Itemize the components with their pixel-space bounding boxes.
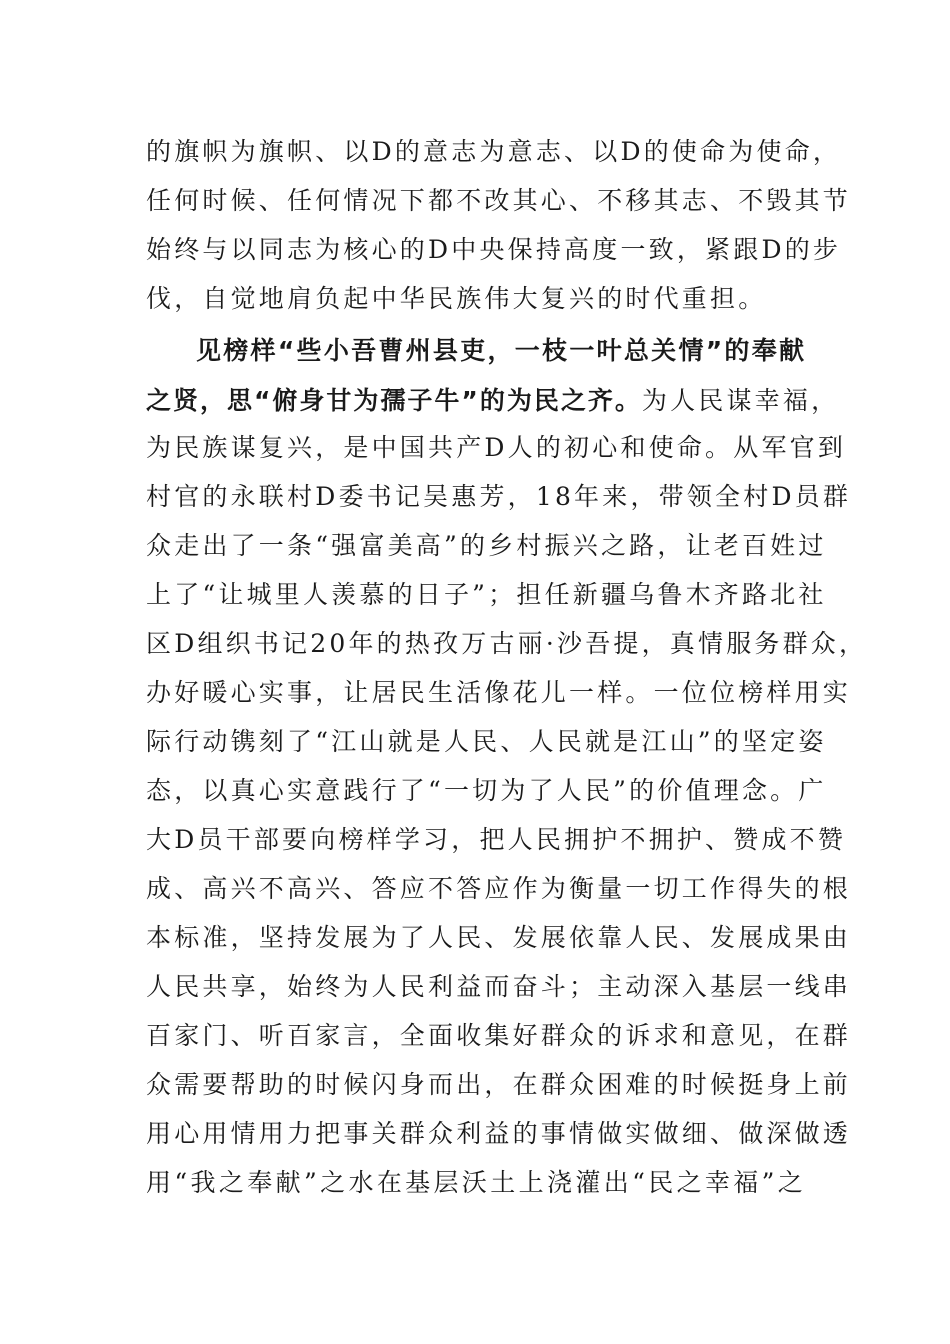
- text-line: 的旗帜为旗帜、以D的意志为意志、以D的使命为使命，: [146, 137, 842, 166]
- section-heading-continuation: 之贤，思“俯身甘为孺子牛”的为民之齐。: [146, 386, 642, 415]
- text-line: [146, 381, 840, 421]
- text-line: 际行动镌刻了“江山就是人民、人民就是江山”的坚定姿: [146, 727, 827, 756]
- text-line: 本标准，坚持发展为了人民、发展依靠人民、发展成果由: [146, 923, 852, 952]
- text-line: 始终与以同志为核心的D中央保持高度一致，紧跟D的步: [146, 235, 842, 264]
- text-line: 大D员干部要向榜样学习，把人民拥护不拥护、赞成不赞: [146, 825, 847, 854]
- text-line: 用“我之奉献”之水在基层沃土上浇灌出“民之幸福”之: [146, 1168, 806, 1197]
- text-line: 为民族谋复兴，是中国共产D人的初心和使命。从军官到: [146, 433, 847, 462]
- text-line: 百家门、听百家言，全面收集好群众的诉求和意见，在群: [146, 1021, 852, 1050]
- text-line: 区D组织书记20年的热孜万古丽·沙吾提，真情服务群众，: [146, 629, 868, 658]
- text-line: 态，以真心实意践行了“一切为了人民”的价值理念。广: [146, 776, 827, 805]
- text-line: 任何时候、任何情况下都不改其心、不移其志、不毁其节: [146, 186, 852, 215]
- text-line: 众需要帮助的时候闪身而出，在群众困难的时候挺身上前: [146, 1070, 852, 1099]
- text-line: 上了“让城里人羡慕的日子”；担任新疆乌鲁木齐路北社: [146, 580, 827, 609]
- text-line: 众走出了一条“强富美高”的乡村振兴之路，让老百姓过: [146, 531, 827, 560]
- text-line: 人民共享，始终为人民利益而奋斗；主动深入基层一线串: [146, 972, 852, 1001]
- text-line: 村官的永联村D委书记吴惠芳，18年来，带领全村D员群: [146, 482, 852, 511]
- text-line: 伐，自觉地肩负起中华民族伟大复兴的时代重担。: [146, 284, 767, 313]
- text-line: 办好暖心实事，让居民生活像花儿一样。一位位榜样用实: [146, 678, 852, 707]
- text-line: 成、高兴不高兴、答应不答应作为衡量一切工作得失的根: [146, 874, 852, 903]
- text-line: 用心用情用力把事关群众利益的事情做实做细、做深做透: [146, 1119, 852, 1148]
- text-span: 为人民谋幸福，: [641, 386, 840, 415]
- section-heading: 见榜样“些小吾曹州县吏，一枝一叶总关情”的奉献: [196, 336, 806, 365]
